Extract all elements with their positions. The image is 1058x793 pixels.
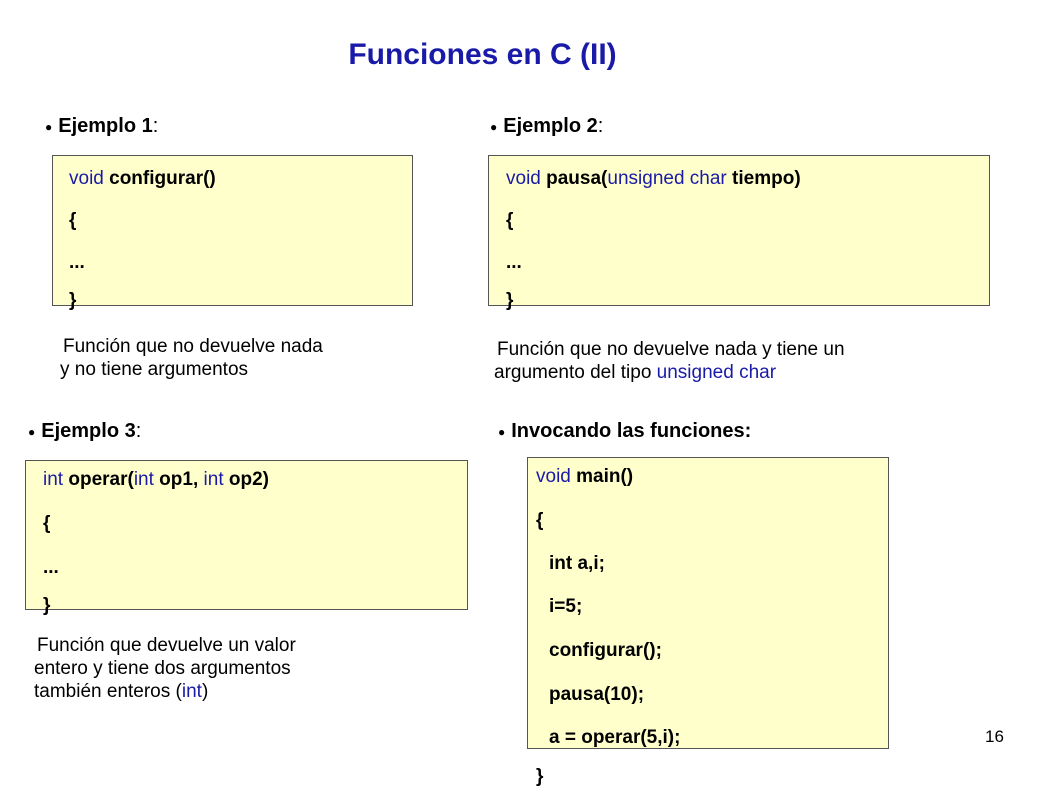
main-code-line: a = operar(5,i); — [549, 727, 681, 748]
main-code-close: } — [536, 766, 544, 787]
bullet-dot-icon: ● — [498, 424, 506, 439]
main-code-signature: void main() — [536, 466, 634, 487]
example1-code-open: { — [69, 210, 77, 231]
example2-heading: ● Ejemplo 2: — [490, 115, 604, 137]
example3-code-signature: int operar(int op1, int op2) — [43, 469, 269, 490]
bullet-dot-icon: ● — [28, 424, 36, 439]
example1-code-signature: void configurar() — [69, 168, 216, 189]
main-code-open: { — [536, 510, 544, 531]
example3-description: Función que devuelve un valor entero y tiene dos argumentos también enteros (int) — [34, 635, 296, 702]
example3-code-close: } — [43, 595, 51, 616]
bullet-dot-icon: ● — [45, 119, 53, 134]
slide-title: Funciones en C (II) — [348, 38, 617, 71]
example1-heading: ● Ejemplo 1: — [45, 115, 159, 137]
main-code-line: pausa(10); — [549, 684, 645, 705]
main-code-line: i=5; — [549, 596, 583, 617]
example2-code-close: } — [506, 290, 514, 311]
main-code-line: configurar(); — [549, 640, 662, 661]
example2-code-open: { — [506, 210, 514, 231]
example2-description: Función que no devuelve nada y tiene un argumento del tipo unsigned char — [494, 339, 845, 383]
bullet-dot-icon: ● — [490, 119, 498, 134]
example3-code-open: { — [43, 513, 51, 534]
invoking-heading: ● Invocando las funciones: — [498, 420, 752, 442]
page-number: 16 — [985, 727, 1004, 746]
example1-code-dots: ... — [69, 252, 85, 273]
example3-code-dots: ... — [43, 557, 59, 578]
example3-heading: ● Ejemplo 3: — [28, 420, 142, 442]
example1-code-close: } — [69, 290, 77, 311]
main-code-line: int a,i; — [549, 553, 605, 574]
example2-code-dots: ... — [506, 252, 522, 273]
example1-description: Función que no devuelve nada y no tiene argumentos — [60, 336, 323, 380]
example2-code-signature: void pausa(unsigned char tiempo) — [506, 168, 801, 189]
